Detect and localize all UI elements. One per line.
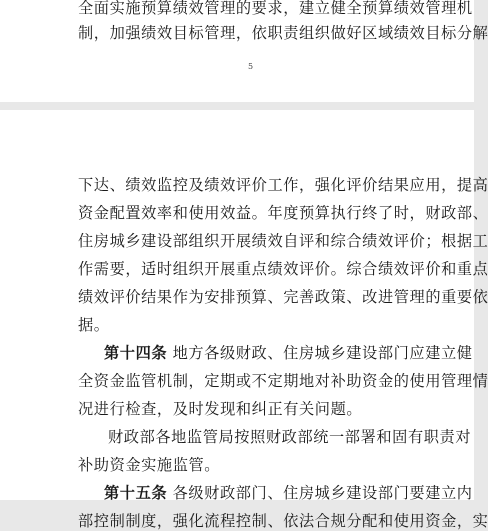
text-line: 财政部各地监管局按照财政部统一部署和固有职责对 (108, 428, 472, 446)
text-line: 资金配置效率和使用效益。年度预算执行终了时，财政部、 (78, 204, 488, 222)
text-line: 部控制制度，强化流程控制、依法合规分配和使用资金，实 (78, 512, 488, 530)
page-number: 5 (248, 62, 254, 71)
article-15-line (104, 483, 473, 503)
document-page-bottom (0, 110, 488, 530)
text-line: 全面实施预算绩效管理的要求，建立健全预算绩效管理机 (78, 0, 473, 17)
text-line: 绩效评价结果作为安排预算、完善政策、改进管理的重要依 (78, 288, 488, 306)
text-line: 下达、绩效监控及绩效评价工作，强化评价结果应用，提高 (78, 176, 488, 194)
text-line: 制，加强绩效目标管理，依职责组织做好区域绩效目标分解 (78, 24, 488, 42)
text-line: 据。 (78, 316, 110, 334)
article-14-heading: 第十四条 (104, 344, 168, 362)
article-14-line (104, 343, 473, 363)
document-page-top (0, 0, 488, 102)
article-15-text: 各级财政部门、住房城乡建设部门要建立内 (172, 484, 473, 502)
article-14-text: 地方各级财政、住房城乡建设部门应建立健 (172, 344, 473, 362)
text-line: 住房城乡建设部组织开展绩效自评和综合绩效评价；根据工 (78, 232, 488, 250)
text-line: 作需要，适时组织开展重点绩效评价。综合绩效评价和重点 (78, 260, 488, 278)
article-15-heading: 第十五条 (104, 484, 168, 502)
text-line: 补助资金实施监管。 (78, 456, 221, 474)
text-line: 全资金监管机制，定期或不定期地对补助资金的使用管理情 (78, 372, 488, 390)
text-line: 况进行检查，及时发现和纠正有关问题。 (78, 400, 363, 418)
